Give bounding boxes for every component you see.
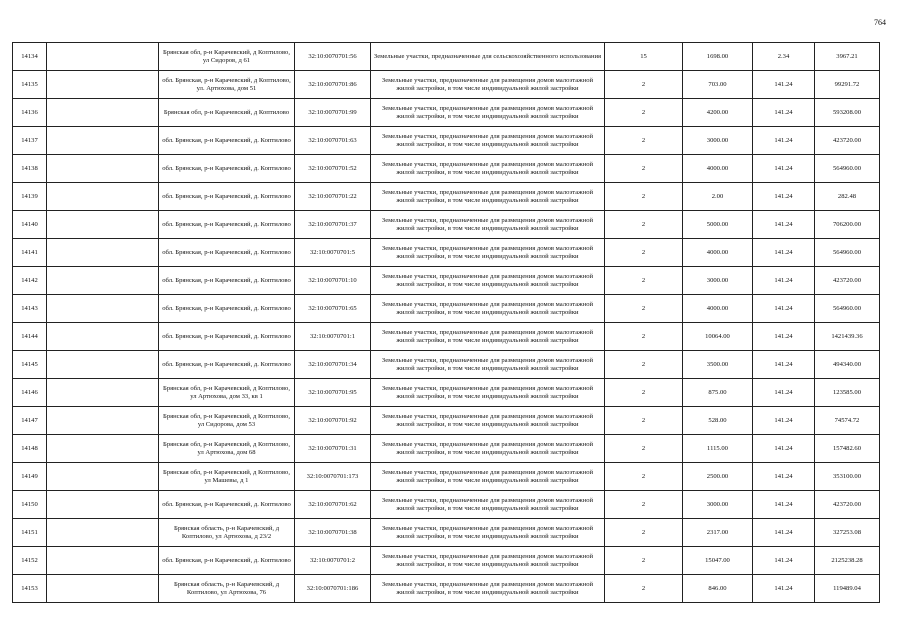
group-cell: 2 [605, 295, 683, 323]
row-id-cell: 14152 [13, 547, 47, 575]
area-cell: 3000.00 [683, 267, 753, 295]
spacer-cell [47, 351, 159, 379]
group-cell: 2 [605, 547, 683, 575]
cadastral-number-cell: 32:10:0070701:52 [295, 155, 371, 183]
row-id-cell: 14137 [13, 127, 47, 155]
row-id-cell: 14134 [13, 43, 47, 71]
cadastral-number-cell: 32:10:0070701:5 [295, 239, 371, 267]
rate-cell: 141.24 [753, 99, 815, 127]
table-row [13, 267, 880, 295]
address-cell: Брянская область, р-н Карачевский, д Коптилово, ул Артюхова, д 23/2 [159, 519, 295, 547]
row-id-cell: 14151 [13, 519, 47, 547]
cadastral-value-cell: 593208.00 [815, 99, 880, 127]
cadastral-number-cell: 32:10:0070701:10 [295, 267, 371, 295]
group-cell: 2 [605, 155, 683, 183]
group-cell: 2 [605, 71, 683, 99]
table-row [13, 323, 880, 351]
table-row [13, 435, 880, 463]
spacer-cell [47, 407, 159, 435]
row-id-cell: 14138 [13, 155, 47, 183]
address-cell: обл. Брянская, р-н Карачевский, д. Коптилово [159, 155, 295, 183]
address-cell: Брянская обл, р-н Карачевский, д Коптилово, ул Артюхова, дом 68 [159, 435, 295, 463]
address-cell: обл. Брянская, р-н Карачевский, д. Коптилово [159, 127, 295, 155]
cadastral-value-cell: 123585.00 [815, 379, 880, 407]
cadastral-value-cell: 564960.00 [815, 295, 880, 323]
area-cell: 4000.00 [683, 239, 753, 267]
area-cell: 2317.00 [683, 519, 753, 547]
rate-cell: 141.24 [753, 239, 815, 267]
group-cell: 2 [605, 435, 683, 463]
cadastral-number-cell: 32:10:0070701:65 [295, 295, 371, 323]
land-use-cell: Земельные участки, предназначенные для размещения домов малоэтажной жилой застройки, в том числе индивидуальной жилой застройки [371, 351, 605, 379]
cadastral-value-cell: 3967.21 [815, 43, 880, 71]
address-cell: Брянская обл, р-н Карачевский, д Коптилово [159, 99, 295, 127]
land-use-cell: Земельные участки, предназначенные для размещения домов малоэтажной жилой застройки, в том числе индивидуальной жилой застройки [371, 519, 605, 547]
land-use-cell: Земельные участки, предназначенные для размещения домов малоэтажной жилой застройки, в том числе индивидуальной жилой застройки [371, 491, 605, 519]
table-row [13, 407, 880, 435]
group-cell: 2 [605, 351, 683, 379]
row-id-cell: 14139 [13, 183, 47, 211]
spacer-cell [47, 71, 159, 99]
address-cell: обл. Брянская, р-н Карачевский, д. Коптилово [159, 267, 295, 295]
spacer-cell [47, 239, 159, 267]
group-cell: 2 [605, 267, 683, 295]
land-use-cell: Земельные участки, предназначенные для размещения домов малоэтажной жилой застройки, в том числе индивидуальной жилой застройки [371, 183, 605, 211]
table-row [13, 379, 880, 407]
row-id-cell: 14144 [13, 323, 47, 351]
table-row [13, 71, 880, 99]
area-cell: 4200.00 [683, 99, 753, 127]
group-cell: 2 [605, 99, 683, 127]
land-use-cell: Земельные участки, предназначенные для размещения домов малоэтажной жилой застройки, в том числе индивидуальной жилой застройки [371, 295, 605, 323]
table-row [13, 547, 880, 575]
land-use-cell: Земельные участки, предназначенные для размещения домов малоэтажной жилой застройки, в том числе индивидуальной жилой застройки [371, 99, 605, 127]
group-cell: 2 [605, 491, 683, 519]
land-use-cell: Земельные участки, предназначенные для размещения домов малоэтажной жилой застройки, в том числе индивидуальной жилой застройки [371, 71, 605, 99]
rate-cell: 141.24 [753, 547, 815, 575]
row-id-cell: 14150 [13, 491, 47, 519]
table-row [13, 463, 880, 491]
spacer-cell [47, 435, 159, 463]
spacer-cell [47, 491, 159, 519]
group-cell: 2 [605, 379, 683, 407]
area-cell: 10064.00 [683, 323, 753, 351]
spacer-cell [47, 295, 159, 323]
land-use-cell: Земельные участки, предназначенные для размещения домов малоэтажной жилой застройки, в том числе индивидуальной жилой застройки [371, 407, 605, 435]
cadastral-number-cell: 32:10:0070701:38 [295, 519, 371, 547]
area-cell: 4000.00 [683, 155, 753, 183]
address-cell: обл. Брянская, р-н Карачевский, д. Коптилово [159, 211, 295, 239]
group-cell: 2 [605, 127, 683, 155]
land-use-cell: Земельные участки, предназначенные для сельскохозяйственного использования [371, 43, 605, 71]
address-cell: Брянская обл, р-н Карачевский, д Коптилово, ул Сидоров, д 61 [159, 43, 295, 71]
rate-cell: 141.24 [753, 519, 815, 547]
land-use-cell: Земельные участки, предназначенные для размещения домов малоэтажной жилой застройки, в том числе индивидуальной жилой застройки [371, 463, 605, 491]
rate-cell: 141.24 [753, 211, 815, 239]
rate-cell: 141.24 [753, 71, 815, 99]
address-cell: обл. Брянская, р-н Карачевский, д. Коптилово [159, 323, 295, 351]
row-id-cell: 14153 [13, 575, 47, 603]
cadastral-value-cell: 423720.00 [815, 127, 880, 155]
address-cell: Брянская область, р-н Карачевский, д Коптилово, ул Артюхова, 76 [159, 575, 295, 603]
cadastral-number-cell: 32:10:0070701:34 [295, 351, 371, 379]
area-cell: 2500.00 [683, 463, 753, 491]
area-cell: 846.00 [683, 575, 753, 603]
cadastral-value-cell: 74574.72 [815, 407, 880, 435]
table-row [13, 99, 880, 127]
table-row [13, 155, 880, 183]
area-cell: 703.00 [683, 71, 753, 99]
address-cell: обл. Брянская, р-н Карачевский, д. Коптилово [159, 183, 295, 211]
cadastral-value-cell: 564960.00 [815, 239, 880, 267]
rate-cell: 141.24 [753, 127, 815, 155]
cadastral-value-cell: 1421439.36 [815, 323, 880, 351]
spacer-cell [47, 155, 159, 183]
cadastral-value-cell: 353100.00 [815, 463, 880, 491]
table-row [13, 239, 880, 267]
group-cell: 2 [605, 211, 683, 239]
row-id-cell: 14143 [13, 295, 47, 323]
spacer-cell [47, 323, 159, 351]
spacer-cell [47, 127, 159, 155]
area-cell: 4000.00 [683, 295, 753, 323]
land-use-cell: Земельные участки, предназначенные для размещения домов малоэтажной жилой застройки, в том числе индивидуальной жилой застройки [371, 239, 605, 267]
area-cell: 5000.00 [683, 211, 753, 239]
cadastral-number-cell: 32:10:0070701:92 [295, 407, 371, 435]
area-cell: 2.00 [683, 183, 753, 211]
group-cell: 2 [605, 407, 683, 435]
cadastral-value-cell: 423720.00 [815, 267, 880, 295]
cadastral-number-cell: 32:10:0070701:86 [295, 71, 371, 99]
table-row [13, 43, 880, 71]
land-use-cell: Земельные участки, предназначенные для размещения домов малоэтажной жилой застройки, в том числе индивидуальной жилой застройки [371, 127, 605, 155]
group-cell: 2 [605, 575, 683, 603]
table-row [13, 127, 880, 155]
area-cell: 1698.00 [683, 43, 753, 71]
row-id-cell: 14149 [13, 463, 47, 491]
group-cell: 2 [605, 323, 683, 351]
spacer-cell [47, 183, 159, 211]
address-cell: Брянская обл, р-н Карачевский, д Коптилово, ул Сидорова, дом 53 [159, 407, 295, 435]
spacer-cell [47, 519, 159, 547]
row-id-cell: 14146 [13, 379, 47, 407]
rate-cell: 141.24 [753, 491, 815, 519]
cadastral-number-cell: 32:10:0070701:173 [295, 463, 371, 491]
row-id-cell: 14142 [13, 267, 47, 295]
area-cell: 3000.00 [683, 491, 753, 519]
rate-cell: 141.24 [753, 463, 815, 491]
rate-cell: 141.24 [753, 295, 815, 323]
address-cell: обл. Брянская, р-н Карачевский, д. Коптилово [159, 547, 295, 575]
row-id-cell: 14141 [13, 239, 47, 267]
cadastral-value-cell: 119489.04 [815, 575, 880, 603]
rate-cell: 141.24 [753, 323, 815, 351]
address-cell: обл. Брянская, р-н Карачевский, д. Коптилово [159, 239, 295, 267]
rate-cell: 141.24 [753, 575, 815, 603]
spacer-cell [47, 463, 159, 491]
table-row [13, 183, 880, 211]
cadastral-number-cell: 32:10:0070701:186 [295, 575, 371, 603]
cadastral-number-cell: 32:10:0070701:31 [295, 435, 371, 463]
area-cell: 15047.00 [683, 547, 753, 575]
spacer-cell [47, 575, 159, 603]
spacer-cell [47, 547, 159, 575]
row-id-cell: 14135 [13, 71, 47, 99]
land-use-cell: Земельные участки, предназначенные для размещения домов малоэтажной жилой застройки, в том числе индивидуальной жилой застройки [371, 211, 605, 239]
group-cell: 2 [605, 519, 683, 547]
rate-cell: 141.24 [753, 379, 815, 407]
table-row [13, 351, 880, 379]
land-use-cell: Земельные участки, предназначенные для размещения домов малоэтажной жилой застройки, в том числе индивидуальной жилой застройки [371, 267, 605, 295]
cadastral-number-cell: 32:10:0070701:2 [295, 547, 371, 575]
area-cell: 3500.00 [683, 351, 753, 379]
land-use-cell: Земельные участки, предназначенные для размещения домов малоэтажной жилой застройки, в том числе индивидуальной жилой застройки [371, 575, 605, 603]
row-id-cell: 14148 [13, 435, 47, 463]
rate-cell: 141.24 [753, 351, 815, 379]
page-number: 764 [874, 18, 886, 27]
cadastral-number-cell: 32:10:0070701:1 [295, 323, 371, 351]
rate-cell: 141.24 [753, 183, 815, 211]
rate-cell: 141.24 [753, 435, 815, 463]
table-row [13, 491, 880, 519]
cadastral-value-cell: 423720.00 [815, 491, 880, 519]
cadastral-value-cell: 157482.60 [815, 435, 880, 463]
spacer-cell [47, 267, 159, 295]
area-cell: 528.00 [683, 407, 753, 435]
rate-cell: 141.24 [753, 155, 815, 183]
rate-cell: 2.34 [753, 43, 815, 71]
area-cell: 1115.00 [683, 435, 753, 463]
group-cell: 2 [605, 463, 683, 491]
cadastral-value-cell: 99291.72 [815, 71, 880, 99]
cadastral-number-cell: 32:10:0070701:95 [295, 379, 371, 407]
spacer-cell [47, 379, 159, 407]
table-row [13, 211, 880, 239]
table-body [13, 43, 880, 603]
spacer-cell [47, 99, 159, 127]
cadastral-number-cell: 32:10:0070701:99 [295, 99, 371, 127]
land-use-cell: Земельные участки, предназначенные для размещения домов малоэтажной жилой застройки, в том числе индивидуальной жилой застройки [371, 435, 605, 463]
cadastral-value-cell: 494340.00 [815, 351, 880, 379]
land-use-cell: Земельные участки, предназначенные для размещения домов малоэтажной жилой застройки, в том числе индивидуальной жилой застройки [371, 379, 605, 407]
table-row [13, 519, 880, 547]
group-cell: 15 [605, 43, 683, 71]
address-cell: Брянская обл, р-н Карачевский, д Коптилово, ул Машевы, д 1 [159, 463, 295, 491]
spacer-cell [47, 211, 159, 239]
cadastral-value-cell: 327253.08 [815, 519, 880, 547]
row-id-cell: 14147 [13, 407, 47, 435]
cadastral-number-cell: 32:10:0070701:62 [295, 491, 371, 519]
spacer-cell [47, 43, 159, 71]
cadastral-value-cell: 282.48 [815, 183, 880, 211]
address-cell: Брянская обл, р-н Карачевский, д Коптилово, ул Артюхова, дом 33, кв 1 [159, 379, 295, 407]
address-cell: обл. Брянская, р-н Карачевский, д. Коптилово [159, 351, 295, 379]
row-id-cell: 14136 [13, 99, 47, 127]
land-use-cell: Земельные участки, предназначенные для размещения домов малоэтажной жилой застройки, в том числе индивидуальной жилой застройки [371, 547, 605, 575]
rate-cell: 141.24 [753, 407, 815, 435]
group-cell: 2 [605, 183, 683, 211]
cadastral-number-cell: 32:10:0070701:63 [295, 127, 371, 155]
land-use-cell: Земельные участки, предназначенные для размещения домов малоэтажной жилой застройки, в том числе индивидуальной жилой застройки [371, 155, 605, 183]
address-cell: обл. Брянская, р-н Карачевский, д. Коптилово [159, 295, 295, 323]
area-cell: 875.00 [683, 379, 753, 407]
row-id-cell: 14145 [13, 351, 47, 379]
row-id-cell: 14140 [13, 211, 47, 239]
table-row [13, 575, 880, 603]
cadastral-value-table [12, 42, 880, 603]
area-cell: 3000.00 [683, 127, 753, 155]
address-cell: обл. Брянская, р-н Карачевский, д Коптилово, ул. Артюхова, дом 51 [159, 71, 295, 99]
table-row [13, 295, 880, 323]
cadastral-value-cell: 564960.00 [815, 155, 880, 183]
cadastral-number-cell: 32:10:0070701:56 [295, 43, 371, 71]
land-use-cell: Земельные участки, предназначенные для размещения домов малоэтажной жилой застройки, в том числе индивидуальной жилой застройки [371, 323, 605, 351]
address-cell: обл. Брянская, р-н Карачевский, д. Коптилово [159, 491, 295, 519]
cadastral-number-cell: 32:10:0070701:22 [295, 183, 371, 211]
group-cell: 2 [605, 239, 683, 267]
cadastral-number-cell: 32:10:0070701:37 [295, 211, 371, 239]
cadastral-value-cell: 2125238.28 [815, 547, 880, 575]
cadastral-value-cell: 706200.00 [815, 211, 880, 239]
rate-cell: 141.24 [753, 267, 815, 295]
